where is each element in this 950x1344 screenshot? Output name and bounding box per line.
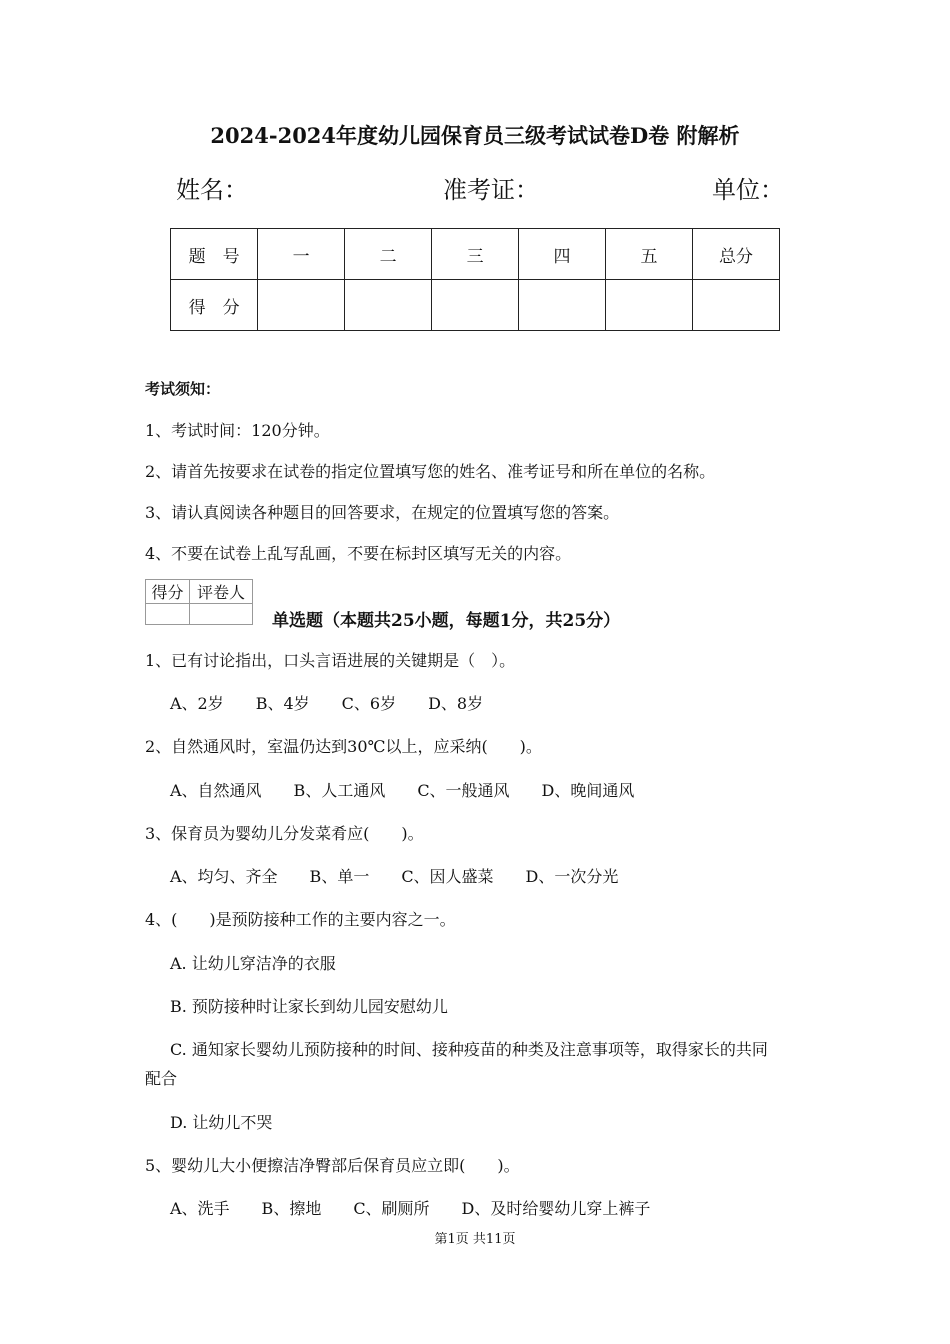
question-option: B. 预防接种时让家长到幼儿园安慰幼儿 (170, 997, 448, 1016)
score-cell (692, 280, 779, 331)
question-options: A、洗手 B、擦地 C、刷厕所 D、及时给婴幼儿穿上裤子 (170, 1199, 651, 1218)
score-header-cell: 五 (606, 229, 693, 280)
score-table-header-row (171, 229, 780, 280)
name-field-label: 姓名： (176, 176, 248, 204)
notice-item: 2、请首先按要求在试卷的指定位置填写您的姓名、准考证号和所在单位的名称。 (145, 462, 716, 481)
score-header-cell: 总分 (692, 229, 779, 280)
score-header-cell: 二 (345, 229, 432, 280)
score-cell (345, 280, 432, 331)
question-options: A、自然通风 B、人工通风 C、一般通风 D、晚间通风 (170, 781, 635, 800)
grader-box (145, 579, 253, 625)
question-stem: 4、( )是预防接种工作的主要内容之一。 (145, 910, 456, 929)
grader-score-cell (146, 604, 190, 625)
score-header-cell: 三 (432, 229, 519, 280)
unit-field-label: 单位： (712, 176, 784, 204)
score-row-label: 得 分 (171, 280, 258, 331)
exam-number-field-label: 准考证： (443, 176, 539, 204)
question-stem: 5、婴幼儿大小便擦洁净臀部后保育员应立即( )。 (145, 1156, 520, 1175)
notice-item: 4、不要在试卷上乱写乱画，不要在标封区填写无关的内容。 (145, 544, 572, 563)
question-stem: 2、自然通风时，室温仍达到30℃以上，应采纳( )。 (145, 737, 542, 756)
score-header-cell: 题 号 (171, 229, 258, 280)
grader-reviewer-label: 评卷人 (189, 580, 252, 604)
score-cell (432, 280, 519, 331)
page-footer: 第1页 共11页 (434, 1232, 516, 1247)
score-header-cell: 四 (519, 229, 606, 280)
document-title: 2024-2024年度幼儿园保育员三级考试试卷D卷 附解析 (210, 123, 740, 148)
notice-heading: 考试须知： (145, 380, 221, 398)
grader-reviewer-cell (189, 604, 252, 625)
question-option: A. 让幼儿穿洁净的衣服 (170, 954, 336, 973)
question-stem: 3、保育员为婴幼儿分发菜肴应( )。 (145, 824, 424, 843)
score-header-cell: 一 (258, 229, 345, 280)
question-options: A、均匀、齐全 B、单一 C、因人盛菜 D、一次分光 (170, 867, 619, 886)
question-option: D. 让幼儿不哭 (170, 1113, 273, 1132)
score-cell (519, 280, 606, 331)
notice-item: 3、请认真阅读各种题目的回答要求，在规定的位置填写您的答案。 (145, 503, 620, 522)
question-option: C. 通知家长婴幼儿预防接种的时间、接种疫苗的种类及注意事项等，取得家长的共同 (170, 1040, 768, 1059)
question-options: A、2岁 B、4岁 C、6岁 D、8岁 (170, 694, 484, 713)
section-title: 单选题（本题共25小题，每题1分，共25分） (272, 611, 621, 631)
notice-item: 1、考试时间：120分钟。 (145, 421, 330, 440)
question-option-continued: 配合 (145, 1069, 178, 1088)
score-cell (606, 280, 693, 331)
score-table-score-row (171, 280, 780, 331)
score-table (170, 228, 780, 331)
question-stem: 1、已有讨论指出，口头言语进展的关键期是（ ）。 (145, 651, 516, 670)
grader-score-label: 得分 (146, 580, 190, 604)
score-cell (258, 280, 345, 331)
